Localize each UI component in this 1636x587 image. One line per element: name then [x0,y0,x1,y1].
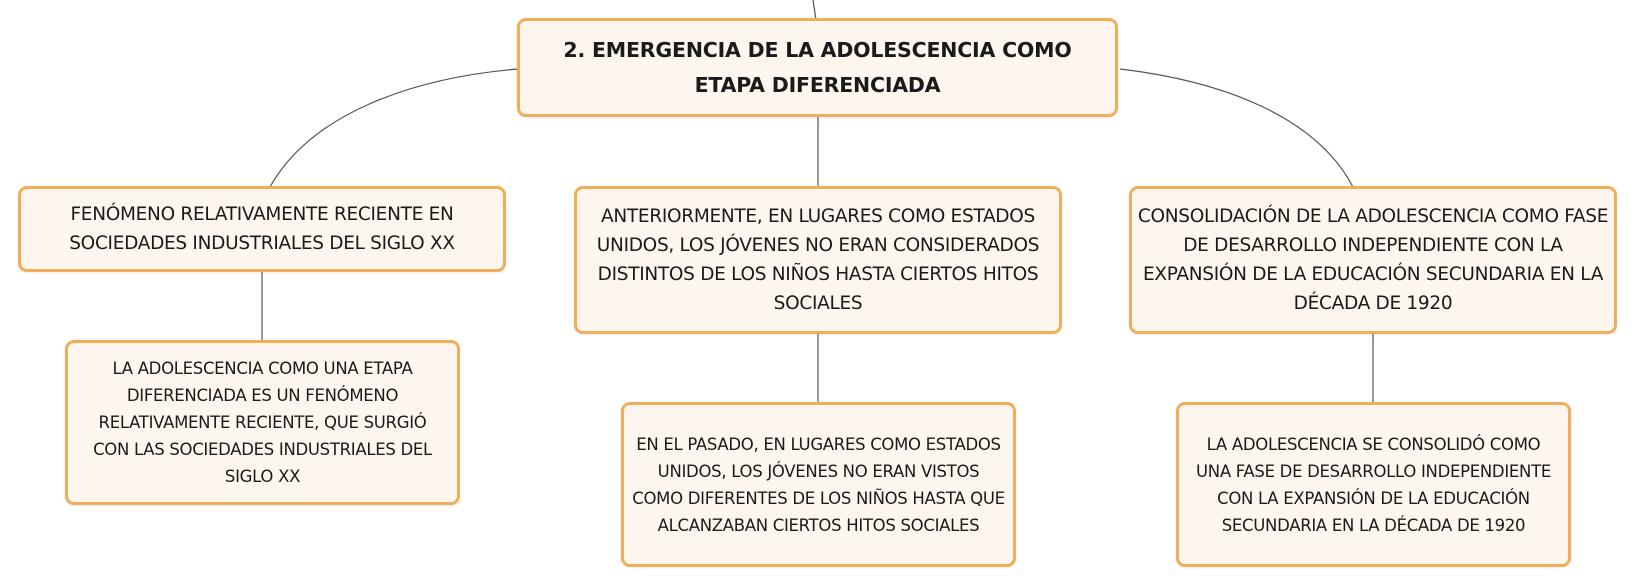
detail-1-text: LA ADOLESCENCIA COMO UNA ETAPA DIFERENCIADA ES UN FENÓMENO RELATIVAMENTE RECIENTE, QUE SURGIÓ CON LAS SOCIEDADES INDUSTRIALES DEL SIGLO XX [93,359,432,486]
connector-root-to-branch-1 [270,69,518,187]
root-title: 2. EMERGENCIA DE LA ADOLESCENCIA COMO ETAPA DIFERENCIADA [563,37,1072,97]
connector-incoming [813,0,816,20]
branch-2-text: ANTERIORMENTE, EN LUGARES COMO ESTADOS UNIDOS, LOS JÓVENES NO ERAN CONSIDERADOS DISTINTOS DE LOS NIÑOS HASTA CIERTOS HITOS SOCIALES [596,206,1040,314]
branch-3-text: CONSOLIDACIÓN DE LA ADOLESCENCIA COMO FASE DE DESARROLLO INDEPENDIENTE CON LA EXPANSIÓN DE LA EDUCACIÓN SECUNDARIA EN LA DÉCADA DE 1920 [1137,206,1609,314]
detail-node-1[interactable] [65,340,460,505]
detail-node-3[interactable] [1176,402,1571,567]
branch-node-1[interactable] [18,186,506,272]
branch-1-text: FENÓMENO RELATIVAMENTE RECIENTE EN SOCIEDADES INDUSTRIALES DEL SIGLO XX [69,204,455,254]
branch-node-2[interactable] [574,186,1062,334]
detail-node-2[interactable] [621,402,1016,567]
branch-node-3[interactable] [1129,186,1617,334]
detail-2-text: EN EL PASADO, EN LUGARES COMO ESTADOS UNIDOS, LOS JÓVENES NO ERAN VISTOS COMO DIFERENTES DE LOS NIÑOS HASTA QUE ALCANZABAN CIERTOS HITOS SOCIALES [632,434,1005,535]
root-node[interactable] [517,18,1118,117]
detail-3-text: LA ADOLESCENCIA SE CONSOLIDÓ COMO UNA FASE DE DESARROLLO INDEPENDIENTE CON LA EXPANSIÓN DE LA EDUCACIÓN SECUNDARIA EN LA DÉCADA DE 1920 [1196,434,1551,535]
connector-root-to-branch-3 [1120,69,1353,187]
